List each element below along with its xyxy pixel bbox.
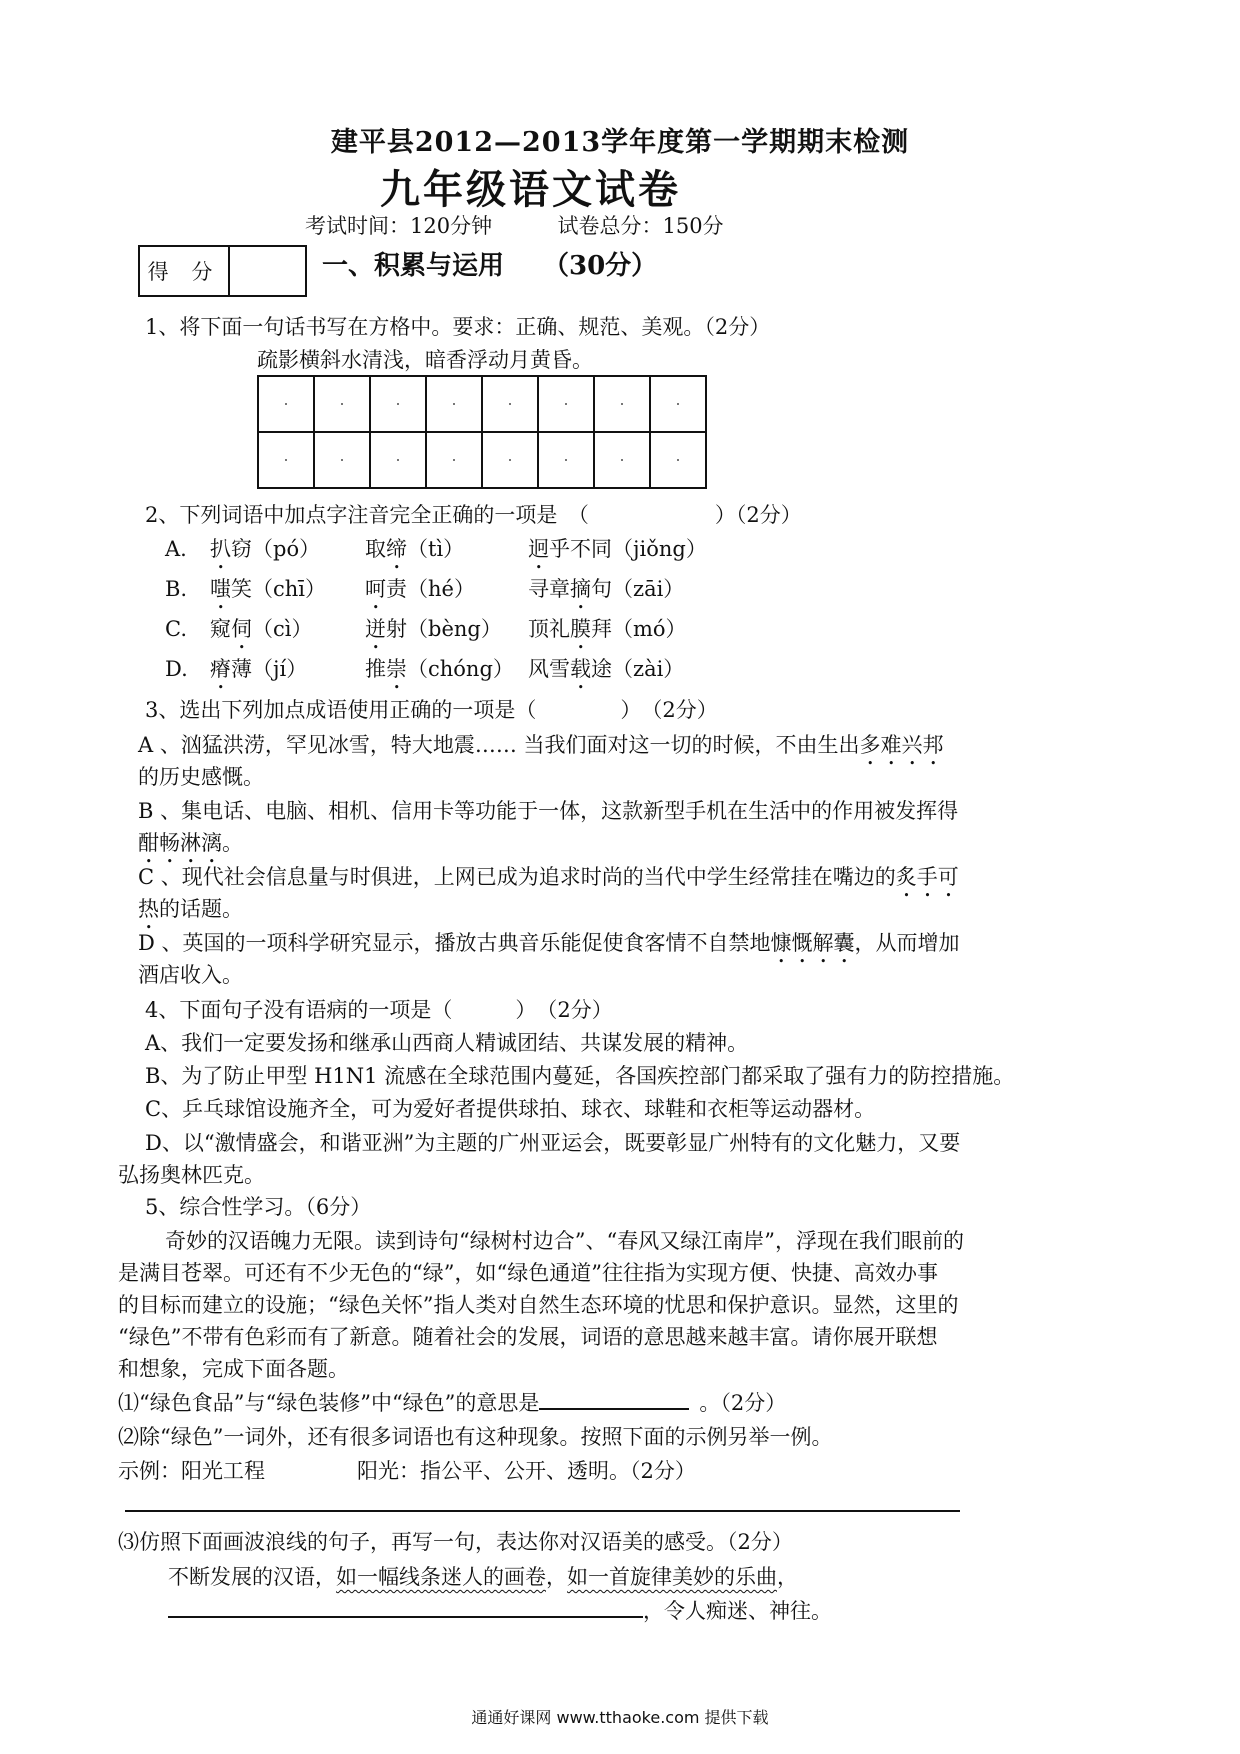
q2-prompt: 2、下列词语中加点字注音完全正确的一项是 （ ）（2分） xyxy=(145,503,802,527)
q3-a-text: A 、汹猛洪涝，罕见冰雪，特大地震…… 当我们面对这一切的时候，不由生出 xyxy=(138,733,860,757)
q4-option-a[interactable]: A、我们一定要发扬和继承山西商人精诚团结、共谋发展的精神。 xyxy=(145,1031,749,1055)
q3-b-idiom: 酣畅淋漓 xyxy=(138,831,222,855)
q3-c-text: C 、现代社会信息量与时俱进，上网已成为追求时尚的当代中学生经常挂在嘴边的 xyxy=(138,865,896,889)
q3-a-tail: 的历史感慨。 xyxy=(138,765,264,789)
q2-word: 窥伺 xyxy=(210,617,252,641)
q3-prompt: 3、选出下列加点成语使用正确的一项是（ ） （2分） xyxy=(145,698,718,722)
total-score: 试卷总分：150分 xyxy=(557,214,724,238)
q2-word: 瘠薄 xyxy=(210,657,252,681)
q5-para-line: 和想象，完成下面各题。 xyxy=(118,1357,349,1381)
q3-c-idiom: 炙手可 xyxy=(895,865,959,889)
grid-cell[interactable] xyxy=(315,433,371,489)
q2-word-group xyxy=(365,614,502,654)
q2-pinyin: （chóng） xyxy=(407,657,514,681)
q3-option-b[interactable]: B 、集电话、电脑、相机、信用卡等功能于一体，这款新型手机在生活中的作用被发挥得 xyxy=(138,799,959,823)
grid-cell[interactable] xyxy=(427,377,483,433)
q3-d-text: D 、英国的一项科学研究显示，播放古典音乐能促使食客情不自禁地 xyxy=(138,931,771,955)
grid-cell[interactable] xyxy=(651,433,707,489)
q2-option-label: A. xyxy=(165,537,187,561)
q2-pinyin: （chī） xyxy=(252,577,327,601)
q2-pinyin: （bèng） xyxy=(407,617,502,641)
q2-pinyin: （zài） xyxy=(612,657,685,681)
q2-word-group xyxy=(210,534,320,574)
grid-cell[interactable] xyxy=(483,433,539,489)
q2-pinyin: （jiǒng） xyxy=(612,537,707,561)
q2-option-label: C. xyxy=(165,617,187,641)
q2-pinyin: （tì） xyxy=(407,537,465,561)
grid-cell[interactable] xyxy=(595,433,651,489)
q5-sub3-wavy-2: 如一首旋律美妙的乐曲 xyxy=(567,1565,777,1589)
q4-d-tail: 弘扬奥林匹克。 xyxy=(118,1163,265,1187)
q2-word: 迸射 xyxy=(365,617,407,641)
q3-d-tail: 酒店收入。 xyxy=(138,963,243,987)
exam-meta xyxy=(305,210,724,240)
q5-example-label: 示例：阳光工程 xyxy=(118,1459,265,1483)
section-title: 一、积累与运用 （30分） xyxy=(322,251,658,281)
q5-sub3-example xyxy=(168,1562,798,1592)
q2-pinyin: （mó） xyxy=(612,617,687,641)
q5-sub3-wavy-1: 如一幅线条迷人的画卷 xyxy=(336,1565,546,1589)
q5-sub3-end: ， xyxy=(777,1565,798,1589)
q3-option-d[interactable] xyxy=(138,928,960,968)
q2-word: 扒窃 xyxy=(210,537,252,561)
q3-d-mid: ，从而增加 xyxy=(854,931,960,955)
q5-sub3-lead: 不断发展的汉语， xyxy=(168,1565,336,1589)
grid-cell[interactable] xyxy=(371,377,427,433)
grid-cell[interactable] xyxy=(427,433,483,489)
q5-sub1 xyxy=(118,1388,786,1418)
q4-option-d[interactable]: D、以“激情盛会，和谐亚洲”为主题的广州亚运会，既要彰显广州特有的文化魅力，又要 xyxy=(145,1131,961,1155)
grid-cell[interactable] xyxy=(595,377,651,433)
q1-prompt: 1、将下面一句话书写在方格中。要求：正确、规范、美观。（2分） xyxy=(145,315,771,339)
q1-sentence: 疏影横斜水清浅，暗香浮动月黄昏。 xyxy=(257,348,593,372)
exam-time: 考试时间：120分钟 xyxy=(305,214,493,238)
q2-pinyin: （hé） xyxy=(407,577,475,601)
q2-word: 寻章摘句 xyxy=(528,577,612,601)
q5-example-text: 阳光：指公平、公开、透明。（2分） xyxy=(357,1459,696,1483)
q2-word: 推崇 xyxy=(365,657,407,681)
q2-word-group xyxy=(365,534,464,574)
q2-word-group xyxy=(528,614,687,654)
q5-para-line: “绿色”不带有色彩而有了新意。随着社会的发展，词语的意思越来越丰富。请你展开联想 xyxy=(118,1325,938,1349)
grid-cell[interactable] xyxy=(259,433,315,489)
q2-word: 迥乎不同 xyxy=(528,537,612,561)
q5-para-line: 的目标而建立的设施；“绿色关怀”指人类对自然生态环境的忧思和保护意识。显然，这里的 xyxy=(118,1293,959,1317)
q5-sub1-score: 。（2分） xyxy=(699,1391,787,1415)
q2-pinyin: （jí） xyxy=(252,657,308,681)
score-label: 得 分 xyxy=(140,247,230,295)
q2-word-group xyxy=(528,574,684,614)
q2-pinyin: （cì） xyxy=(252,617,313,641)
exam-header-title: 建平县2012—2013学年度第一学期期末检测 xyxy=(330,127,910,158)
q5-sub1-text: ⑴“绿色食品”与“绿色装修”中“绿色”的意思是 xyxy=(118,1391,540,1415)
grid-cell[interactable] xyxy=(539,377,595,433)
grid-cell[interactable] xyxy=(651,377,707,433)
q5-para-line: 奇妙的汉语魄力无限。读到诗句“绿树村边合”、“春风又绿江南岸”，浮现在我们眼前的 xyxy=(165,1229,964,1253)
q5-sub2-answer-line[interactable] xyxy=(125,1510,960,1512)
q2-pinyin: （zāi） xyxy=(612,577,685,601)
q4-option-c[interactable]: C、乒乓球馆设施齐全，可为爱好者提供球拍、球衣、球鞋和衣柜等运动器材。 xyxy=(145,1097,876,1121)
q5-sub3-answer-blank[interactable] xyxy=(168,1616,643,1618)
grid-cell[interactable] xyxy=(371,433,427,489)
q3-option-c[interactable] xyxy=(138,862,959,902)
q2-pinyin: （pó） xyxy=(252,537,321,561)
q2-word: 风雪载途 xyxy=(528,657,612,681)
grid-cell[interactable] xyxy=(483,377,539,433)
score-box xyxy=(138,245,307,297)
q2-word: 嗤笑 xyxy=(210,577,252,601)
q5-sub3-comma: ， xyxy=(546,1565,567,1589)
exam-subtitle: 九年级语文试卷 xyxy=(380,166,681,213)
q2-word-group xyxy=(365,654,514,694)
q3-c-idiom-end: 热 xyxy=(138,897,159,921)
q2-word: 呵责 xyxy=(365,577,407,601)
q2-word-group xyxy=(528,654,684,694)
q5-sub2: ⑵除“绿色”一词外，还有很多词语也有这种现象。按照下面的示例另举一例。 xyxy=(118,1425,833,1449)
q2-word: 取缔 xyxy=(365,537,407,561)
q3-a-idiom: 多难兴邦 xyxy=(859,733,944,757)
q5-sub3-tail: ，令人痴迷、神往。 xyxy=(643,1599,832,1623)
q5-sub1-answer-blank[interactable] xyxy=(539,1408,689,1410)
q2-word-group xyxy=(210,574,326,614)
q2-word: 顶礼膜拜 xyxy=(528,617,612,641)
q2-word-group xyxy=(365,574,475,614)
footer-credit: 通通好课网 www.tthaoke.com 提供下载 xyxy=(471,1708,769,1727)
q2-word-group xyxy=(210,614,312,654)
q4-option-b[interactable]: B、为了防止甲型 H1N1 流感在全球范围内蔓延，各国疾控部门都采取了强有力的防控措施。 xyxy=(145,1064,1015,1088)
grid-cell[interactable] xyxy=(315,377,371,433)
q5-sub3: ⑶仿照下面画波浪线的句子，再写一句，表达你对汉语美的感受。（2分） xyxy=(118,1530,793,1554)
score-value-cell[interactable] xyxy=(230,247,305,295)
q2-word-group xyxy=(528,534,707,574)
q2-option-label: D. xyxy=(165,657,188,681)
q5-example xyxy=(118,1456,696,1486)
q5-prompt: 5、综合性学习。（6分） xyxy=(145,1195,372,1219)
writing-grid[interactable] xyxy=(257,375,707,489)
grid-cell[interactable] xyxy=(259,377,315,433)
q2-option-label: B. xyxy=(165,577,188,601)
q4-prompt: 4、下面句子没有语病的一项是（ ） （2分） xyxy=(145,998,613,1022)
q3-b-end: 。 xyxy=(222,831,243,855)
q5-sub3-answer-row xyxy=(168,1596,832,1626)
q2-word-group xyxy=(210,654,307,694)
grid-cell[interactable] xyxy=(539,433,595,489)
q5-para-line: 是满目苍翠。可还有不少无色的“绿”，如“绿色通道”往往指为实现方便、快捷、高效办事 xyxy=(118,1261,938,1285)
q3-c-end: 的话题。 xyxy=(159,897,243,921)
q3-d-idiom: 慷慨解囊 xyxy=(770,931,855,955)
